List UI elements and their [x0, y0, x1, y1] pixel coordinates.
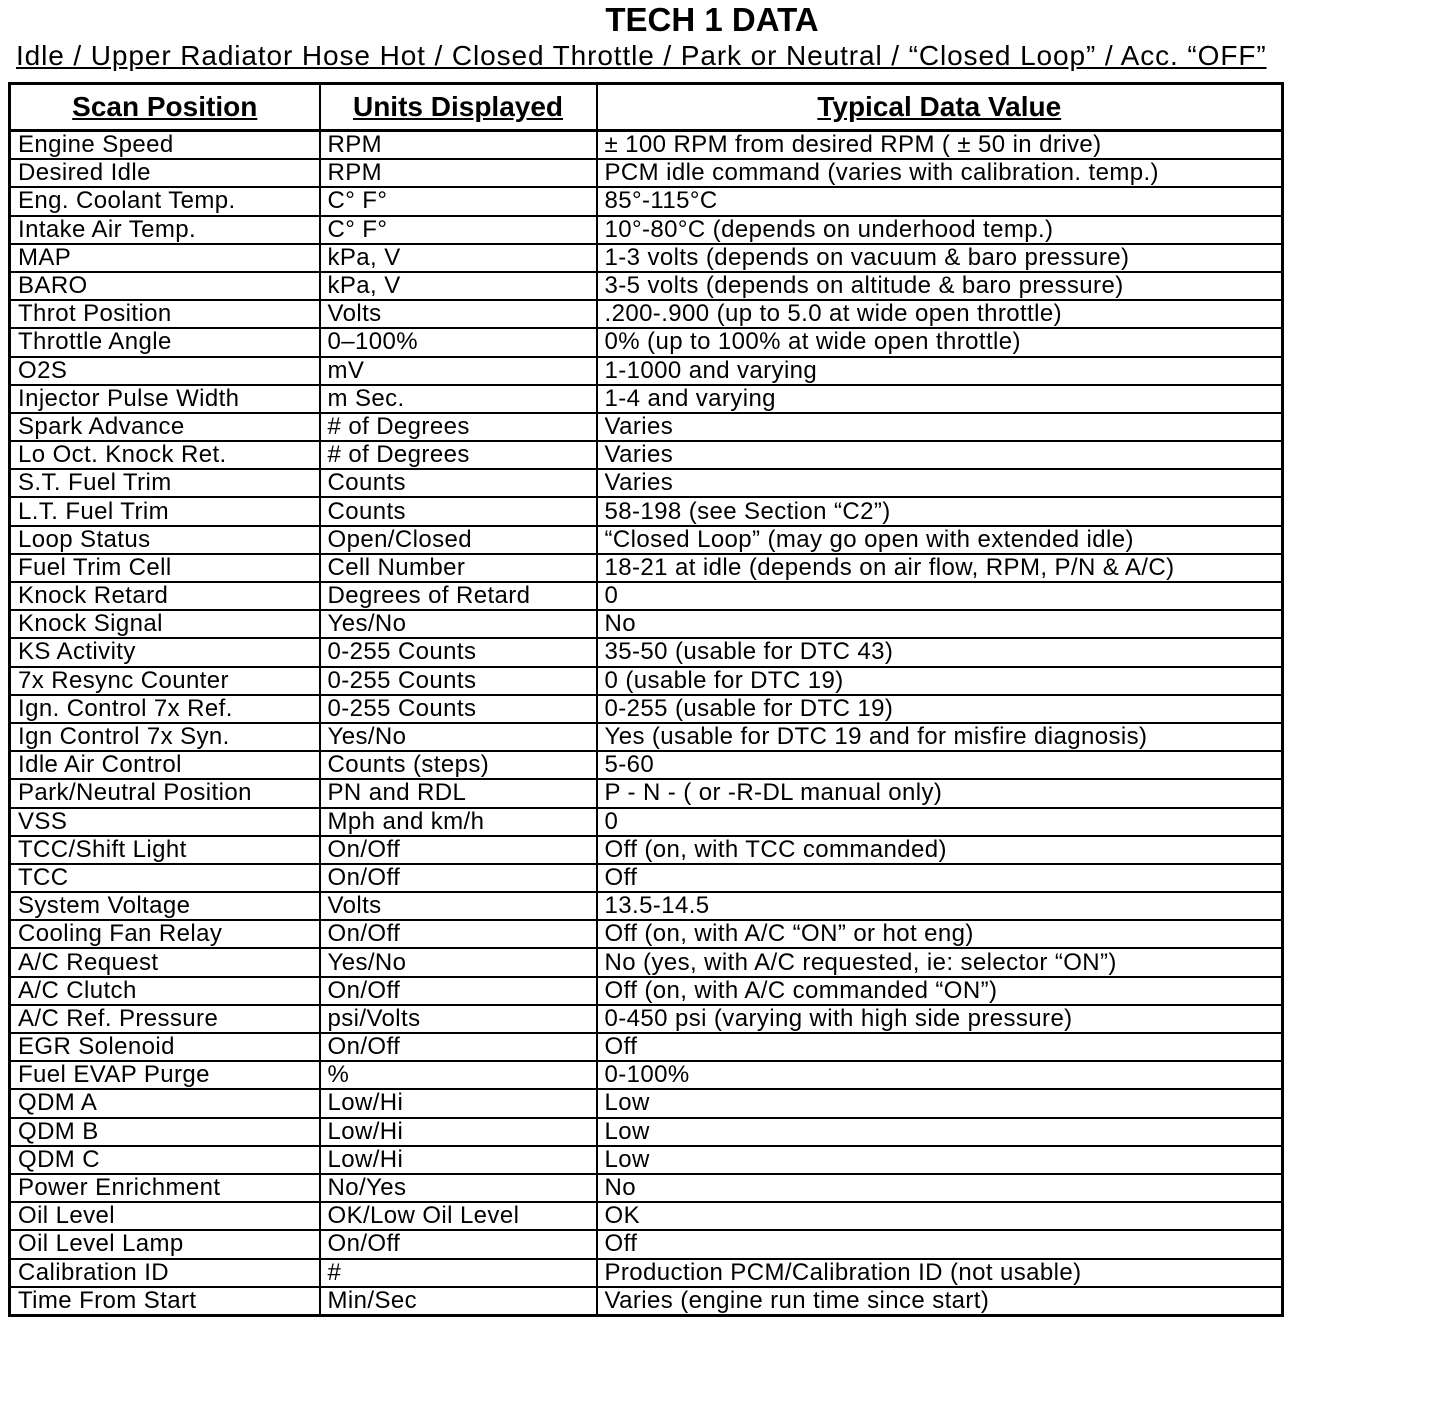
scan-position-cell: QDM A — [10, 1089, 320, 1117]
units-cell: mV — [320, 357, 597, 385]
typical-value-cell: 0 — [597, 582, 1283, 610]
units-cell: Volts — [320, 892, 597, 920]
table-row — [10, 751, 1283, 779]
scan-position-cell: Spark Advance — [10, 413, 320, 441]
scan-position-cell: Engine Speed — [10, 131, 320, 160]
typical-value-cell: No (yes, with A/C requested, ie: selector “ON”) — [597, 948, 1283, 976]
typical-value-cell: .200-.900 (up to 5.0 at wide open throttle) — [597, 300, 1283, 328]
typical-value-cell: 0 (usable for DTC 19) — [597, 667, 1283, 695]
units-cell: PN and RDL — [320, 779, 597, 807]
units-cell: psi/Volts — [320, 1005, 597, 1033]
header-typical-data-value: Typical Data Value — [597, 84, 1283, 131]
typical-value-cell: Off — [597, 864, 1283, 892]
table-row — [10, 300, 1283, 328]
table-row — [10, 920, 1283, 948]
typical-value-cell: 35-50 (usable for DTC 43) — [597, 638, 1283, 666]
typical-value-cell: Off (on, with A/C “ON” or hot eng) — [597, 920, 1283, 948]
units-cell: # of Degrees — [320, 441, 597, 469]
scan-position-cell: Fuel Trim Cell — [10, 554, 320, 582]
table-row — [10, 610, 1283, 638]
typical-value-cell: 1-1000 and varying — [597, 357, 1283, 385]
typical-value-cell: Low — [597, 1146, 1283, 1174]
units-cell: Yes/No — [320, 948, 597, 976]
typical-value-cell: No — [597, 1174, 1283, 1202]
scan-position-cell: VSS — [10, 808, 320, 836]
table-row — [10, 779, 1283, 807]
table-row — [10, 977, 1283, 1005]
table-row — [10, 526, 1283, 554]
units-cell: m Sec. — [320, 385, 597, 413]
units-cell: Counts — [320, 469, 597, 497]
typical-value-cell: Off (on, with TCC commanded) — [597, 836, 1283, 864]
table-row — [10, 667, 1283, 695]
units-cell: Open/Closed — [320, 526, 597, 554]
scan-position-cell: Throttle Angle — [10, 328, 320, 356]
typical-value-cell: 0 — [597, 808, 1283, 836]
typical-value-cell: Off — [597, 1033, 1283, 1061]
typical-value-cell: 10°-80°C (depends on underhood temp.) — [597, 216, 1283, 244]
units-cell: On/Off — [320, 1033, 597, 1061]
typical-value-cell: ± 100 RPM from desired RPM ( ± 50 in drive) — [597, 131, 1283, 160]
typical-value-cell: Low — [597, 1089, 1283, 1117]
units-cell: # — [320, 1259, 597, 1287]
table-row — [10, 836, 1283, 864]
scan-position-cell: A/C Clutch — [10, 977, 320, 1005]
table-row — [10, 159, 1283, 187]
table-row — [10, 1005, 1283, 1033]
units-cell: OK/Low Oil Level — [320, 1202, 597, 1230]
units-cell: 0-255 Counts — [320, 667, 597, 695]
scan-position-cell: Knock Signal — [10, 610, 320, 638]
typical-value-cell: 0-255 (usable for DTC 19) — [597, 695, 1283, 723]
header-row — [10, 84, 1283, 131]
scan-position-cell: TCC/Shift Light — [10, 836, 320, 864]
table-row — [10, 244, 1283, 272]
typical-value-cell: 1-4 and varying — [597, 385, 1283, 413]
table-row — [10, 187, 1283, 215]
typical-value-cell: PCM idle command (varies with calibration. temp.) — [597, 159, 1283, 187]
scan-position-cell: L.T. Fuel Trim — [10, 497, 320, 525]
units-cell: Low/Hi — [320, 1118, 597, 1146]
typical-value-cell: 13.5-14.5 — [597, 892, 1283, 920]
scan-position-cell: KS Activity — [10, 638, 320, 666]
units-cell: C° F° — [320, 187, 597, 215]
units-cell: 0–100% — [320, 328, 597, 356]
page-title: TECH 1 DATA — [605, 1, 819, 38]
units-cell: On/Off — [320, 1230, 597, 1258]
typical-value-cell: 3-5 volts (depends on altitude & baro pressure) — [597, 272, 1283, 300]
typical-value-cell: 18-21 at idle (depends on air flow, RPM, P/N & A/C) — [597, 554, 1283, 582]
units-cell: On/Off — [320, 836, 597, 864]
scan-position-cell: System Voltage — [10, 892, 320, 920]
units-cell: Yes/No — [320, 610, 597, 638]
table-row — [10, 582, 1283, 610]
scan-position-cell: Knock Retard — [10, 582, 320, 610]
typical-value-cell: 0-450 psi (varying with high side pressure) — [597, 1005, 1283, 1033]
typical-value-cell: Varies (engine run time since start) — [597, 1287, 1283, 1316]
scan-position-cell: TCC — [10, 864, 320, 892]
table-row — [10, 357, 1283, 385]
table-row — [10, 1230, 1283, 1258]
table-row — [10, 892, 1283, 920]
typical-value-cell: Off (on, with A/C commanded “ON”) — [597, 977, 1283, 1005]
scan-position-cell: Time From Start — [10, 1287, 320, 1316]
typical-value-cell: 58-198 (see Section “C2”) — [597, 497, 1283, 525]
scan-position-cell: BARO — [10, 272, 320, 300]
table-row — [10, 1202, 1283, 1230]
scan-position-cell: Lo Oct. Knock Ret. — [10, 441, 320, 469]
table-row — [10, 272, 1283, 300]
typical-value-cell: Varies — [597, 469, 1283, 497]
table-row — [10, 808, 1283, 836]
typical-value-cell: 85°-115°C — [597, 187, 1283, 215]
header-units-displayed: Units Displayed — [320, 84, 597, 131]
units-cell: C° F° — [320, 216, 597, 244]
table-row — [10, 1259, 1283, 1287]
table-row — [10, 1146, 1283, 1174]
table-row — [10, 864, 1283, 892]
scan-position-cell: Eng. Coolant Temp. — [10, 187, 320, 215]
units-cell: Yes/No — [320, 723, 597, 751]
units-cell: Volts — [320, 300, 597, 328]
units-cell: Min/Sec — [320, 1287, 597, 1316]
scan-position-cell: Ign Control 7x Syn. — [10, 723, 320, 751]
scan-position-cell: Intake Air Temp. — [10, 216, 320, 244]
units-cell: On/Off — [320, 920, 597, 948]
scan-position-cell: S.T. Fuel Trim — [10, 469, 320, 497]
table-row — [10, 1287, 1283, 1316]
typical-value-cell: 0-100% — [597, 1061, 1283, 1089]
table-row — [10, 328, 1283, 356]
typical-value-cell: 0% (up to 100% at wide open throttle) — [597, 328, 1283, 356]
scan-position-cell: QDM C — [10, 1146, 320, 1174]
units-cell: Cell Number — [320, 554, 597, 582]
typical-value-cell: Varies — [597, 441, 1283, 469]
table-row — [10, 469, 1283, 497]
table-row — [10, 1089, 1283, 1117]
scan-position-cell: EGR Solenoid — [10, 1033, 320, 1061]
table-row — [10, 554, 1283, 582]
typical-value-cell: OK — [597, 1202, 1283, 1230]
typical-value-cell: “Closed Loop” (may go open with extended idle) — [597, 526, 1283, 554]
table-row — [10, 385, 1283, 413]
units-cell: Mph and km/h — [320, 808, 597, 836]
scan-position-cell: QDM B — [10, 1118, 320, 1146]
table-row — [10, 216, 1283, 244]
scan-position-cell: Cooling Fan Relay — [10, 920, 320, 948]
tech-data-table — [8, 82, 1284, 1317]
units-cell: No/Yes — [320, 1174, 597, 1202]
units-cell: % — [320, 1061, 597, 1089]
units-cell: On/Off — [320, 977, 597, 1005]
scan-position-cell: Idle Air Control — [10, 751, 320, 779]
units-cell: Counts — [320, 497, 597, 525]
scan-position-cell: A/C Ref. Pressure — [10, 1005, 320, 1033]
table-row — [10, 1061, 1283, 1089]
typical-value-cell: 1-3 volts (depends on vacuum & baro pressure) — [597, 244, 1283, 272]
units-cell: On/Off — [320, 864, 597, 892]
units-cell: Low/Hi — [320, 1089, 597, 1117]
scan-position-cell: Power Enrichment — [10, 1174, 320, 1202]
table-row — [10, 638, 1283, 666]
table-row — [10, 413, 1283, 441]
units-cell: Degrees of Retard — [320, 582, 597, 610]
table-row — [10, 948, 1283, 976]
scan-position-cell: Park/Neutral Position — [10, 779, 320, 807]
scan-position-cell: 7x Resync Counter — [10, 667, 320, 695]
table-row — [10, 497, 1283, 525]
units-cell: Low/Hi — [320, 1146, 597, 1174]
units-cell: RPM — [320, 159, 597, 187]
scan-position-cell: A/C Request — [10, 948, 320, 976]
typical-value-cell: Yes (usable for DTC 19 and for misfire diagnosis) — [597, 723, 1283, 751]
table-row — [10, 131, 1283, 160]
units-cell: kPa, V — [320, 244, 597, 272]
scan-position-cell: Injector Pulse Width — [10, 385, 320, 413]
scan-position-cell: Desired Idle — [10, 159, 320, 187]
units-cell: Counts (steps) — [320, 751, 597, 779]
scan-position-cell: Oil Level Lamp — [10, 1230, 320, 1258]
table-row — [10, 695, 1283, 723]
typical-value-cell: Off — [597, 1230, 1283, 1258]
typical-value-cell: 5-60 — [597, 751, 1283, 779]
units-cell: 0-255 Counts — [320, 638, 597, 666]
scan-position-cell: Oil Level — [10, 1202, 320, 1230]
typical-value-cell: No — [597, 610, 1283, 638]
header-scan-position: Scan Position — [10, 84, 320, 131]
units-cell: # of Degrees — [320, 413, 597, 441]
typical-value-cell: P - N - ( or -R-DL manual only) — [597, 779, 1283, 807]
table-row — [10, 723, 1283, 751]
page-subtitle: Idle / Upper Radiator Hose Hot / Closed Throttle / Park or Neutral / “Closed Loop” / Acc. “OFF” — [16, 40, 1267, 71]
units-cell: 0-255 Counts — [320, 695, 597, 723]
scan-position-cell: O2S — [10, 357, 320, 385]
typical-value-cell: Production PCM/Calibration ID (not usable) — [597, 1259, 1283, 1287]
table-row — [10, 1174, 1283, 1202]
scan-position-cell: Ign. Control 7x Ref. — [10, 695, 320, 723]
scan-position-cell: Fuel EVAP Purge — [10, 1061, 320, 1089]
units-cell: kPa, V — [320, 272, 597, 300]
units-cell: RPM — [320, 131, 597, 160]
typical-value-cell: Varies — [597, 413, 1283, 441]
scan-position-cell: Loop Status — [10, 526, 320, 554]
typical-value-cell: Low — [597, 1118, 1283, 1146]
scan-position-cell: MAP — [10, 244, 320, 272]
table-row — [10, 1118, 1283, 1146]
scan-position-cell: Calibration ID — [10, 1259, 320, 1287]
scan-position-cell: Throt Position — [10, 300, 320, 328]
table-row — [10, 1033, 1283, 1061]
table-row — [10, 441, 1283, 469]
